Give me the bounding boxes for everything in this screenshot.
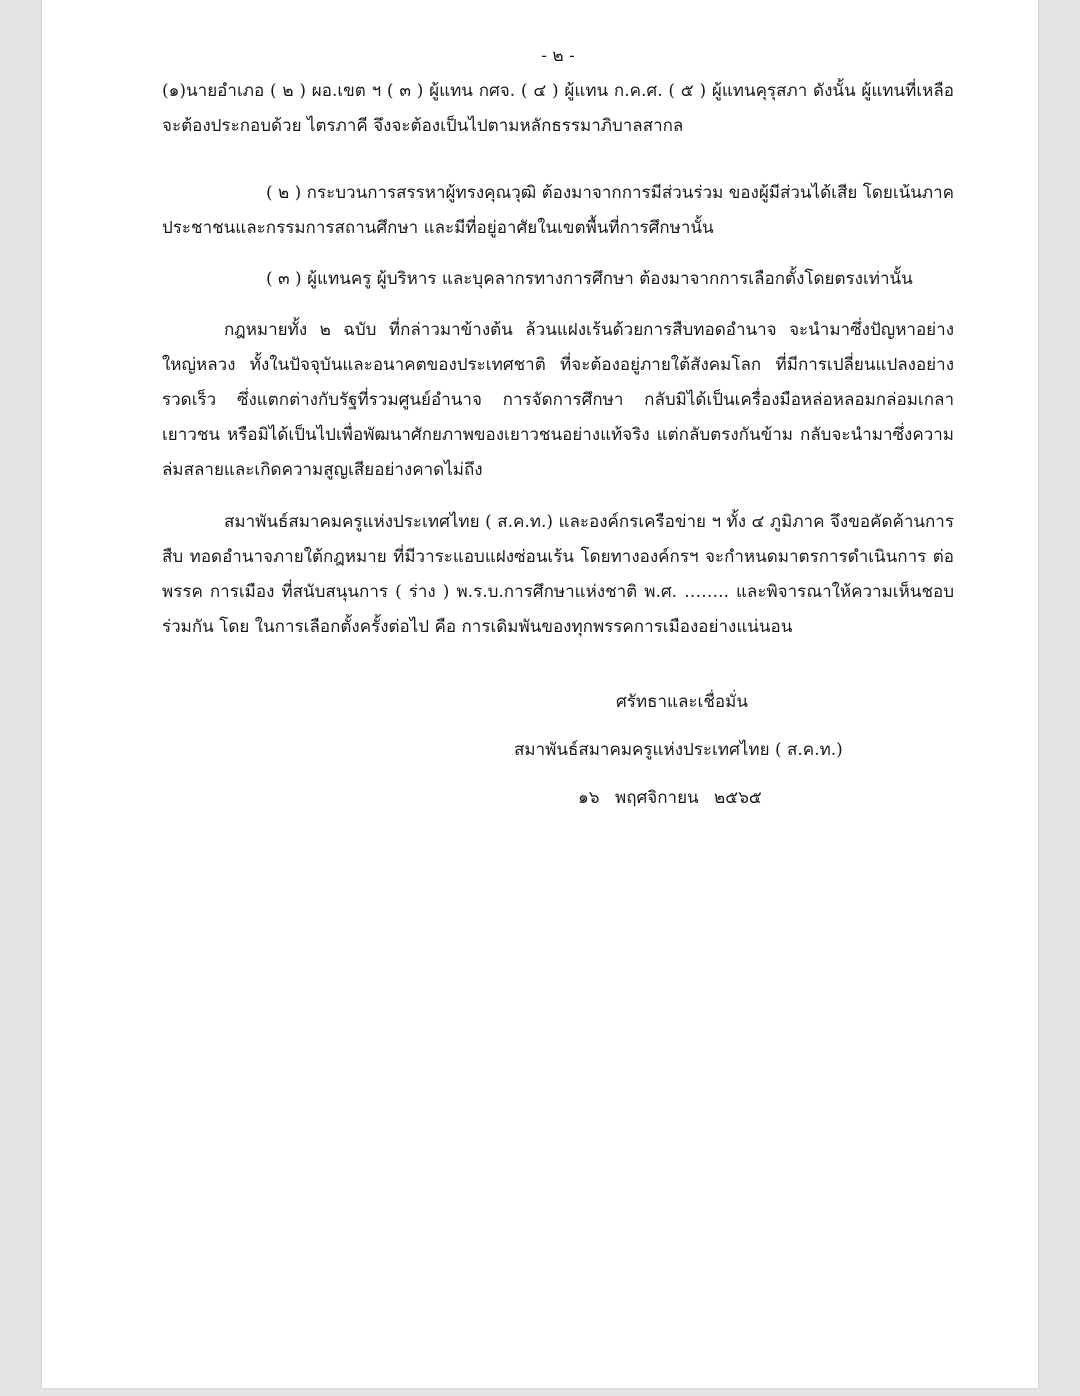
signatory-organization: สมาพันธ์สมาคมครูแห่งประเทศไทย ( ส.ค.ท.): [514, 740, 843, 760]
paragraph-laws: กฎหมายทั้ง ๒ ฉบับ ที่กล่าวมาข้างต้น ล้วนแฝงเร้นด้วยการสืบทอดอำนาจ จะนำมาซึ่งปัญหาอย่าง ใหญ่หลวง ทั้งในปัจจุบันและอนาคตของประเทศชาติ ที่จะต้องอยู่ภายใต้สังคมโลก ที่มีการเปลี่ยนแปลงอย่าง รวดเร็ว ซึ่งแตกต่างกับรัฐที่รวมศูนย์อำนาจ การจัดการศึกษา กลับมิได้เป็นเครื่องมือหล่อหลอมกล่อมเกลา เยาวชน หรือมิได้เป็นไปเพื่อพัฒนาศักยภาพของเยาวชนอย่างแท้จริง แต่กลับตรงกันข้าม กลับจะนำมาซึ่งความ ล่มสลายและเกิดความสูญเสียอย่างคาดไม่ถึง: [162, 320, 954, 480]
paragraph-opposition: สมาพันธ์สมาคมครูแห่งประเทศไทย ( ส.ค.ท.) และองค์กรเครือข่าย ฯ ทั้ง ๔ ภูมิภาค จึงขอคัดค้านการสืบ ทอดอำนาจภายใต้กฎหมาย ที่มีวาระแอบแฝงซ่อนเร้น โดยทางองค์กรฯ จะกำหนดมาตรการดำเนินการ ต่อพรรค การเมือง ที่สนับสนุนการ ( ร่าง ) พ.ร.บ.การศึกษาแห่งชาติ พ.ศ. …….. และพิจารณาให้ความเห็นชอบร่วมกัน โดย ในการเลือกตั้งครั้งต่อไป คือ การเดิมพันของทุกพรรคการเมืองอย่างแน่นอน: [162, 512, 954, 637]
paragraph-representatives: (๑)นายอำเภอ ( ๒ ) ผอ.เขต ฯ ( ๓ ) ผู้แทน กศจ. ( ๔ ) ผู้แทน ก.ค.ศ. ( ๕ ) ผู้แทนคุรุสภา ดังนั้น ผู้แทนที่เหลือ จะต้องประกอบด้วย ไตรภาคี จึงจะต้องเป็นไปตามหลักธรรมาภิบาลสากล: [162, 81, 954, 136]
closing-phrase: ศรัทธาและเชื่อมั่น: [616, 692, 748, 712]
paragraph-item-2: ( ๒ ) กระบวนการสรรหาผู้ทรงคุณวุฒิ ต้องมาจากการมีส่วนร่วม ของผู้มีส่วนได้เสีย โดยเน้นภาค ประชาชนและกรรมการสถานศึกษา และมีที่อยู่อาศัยในเขตพื้นที่การศึกษานั้น: [162, 183, 955, 238]
document-date: ๑๖ พฤศจิกายน ๒๕๖๕: [578, 788, 762, 808]
paragraph-item-3: ( ๓ ) ผู้แทนครู ผู้บริหาร และบุคลากรทางการศึกษา ต้องมาจากการเลือกตั้งโดยตรงเท่านั้น: [266, 269, 913, 289]
page-number: - ๒ -: [541, 46, 575, 66]
document-page: [42, 0, 1038, 1388]
